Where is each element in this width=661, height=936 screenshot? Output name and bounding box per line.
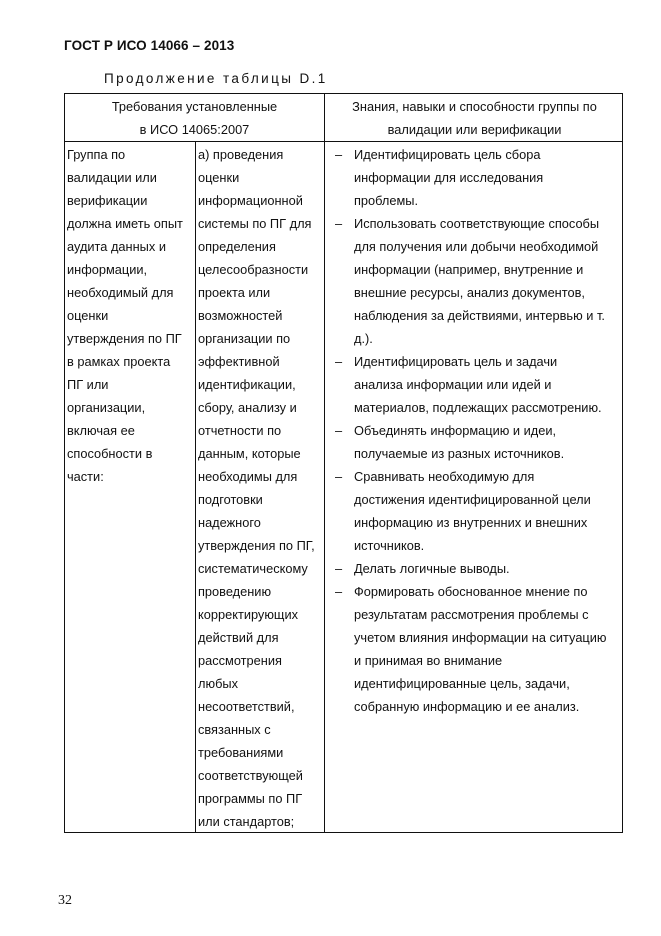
- cell-line: требованиями: [198, 745, 284, 760]
- list-item-continuation: материалов, подлежащих рассмотрению.: [354, 400, 602, 415]
- list-item-continuation: д.).: [354, 331, 373, 346]
- cell-line: проведению: [198, 584, 272, 599]
- list-item-continuation: учетом влияния информации на ситуацию: [354, 630, 607, 645]
- cell-line: организации,: [67, 400, 146, 415]
- requirement-group-cell: [67, 143, 194, 488]
- cell-line: действий для: [198, 630, 279, 645]
- list-item-continuation: внешние ресурсы, анализ документов,: [354, 285, 585, 300]
- list-item: [330, 465, 622, 488]
- list-item-continuation: собранную информацию и ее анализ.: [354, 699, 580, 714]
- requirements-table: [64, 93, 623, 833]
- cell-line: целесообразности: [198, 262, 309, 277]
- header-divider: [65, 141, 622, 142]
- cell-line: рассмотрения: [198, 653, 282, 668]
- list-item-continuation: достижения идентифицированной цели: [354, 492, 591, 507]
- knowledge-list-cell: [330, 143, 622, 718]
- header-requirements: [65, 94, 324, 141]
- dash-bullet: –: [335, 216, 343, 231]
- document-header: ГОСТ Р ИСО 14066 – 2013: [64, 38, 235, 53]
- column-divider-sub: [195, 141, 196, 832]
- cell-line: сбору, анализу и: [198, 400, 297, 415]
- cell-line: соответствующей: [198, 768, 303, 783]
- table-caption: Продолжение таблицы D.1: [104, 71, 328, 86]
- list-item-text: Идентифицировать цель сбора: [354, 147, 541, 162]
- list-item-continuation: результатам рассмотрения проблемы с: [354, 607, 589, 622]
- list-item-continuation: идентифицированные цель, задачи,: [354, 676, 570, 691]
- list-item: [330, 212, 622, 235]
- cell-line: отчетности по: [198, 423, 282, 438]
- dash-bullet: –: [335, 584, 343, 599]
- cell-line: данным, которые: [198, 446, 301, 461]
- list-item: [330, 143, 622, 166]
- requirement-item-cell: [198, 143, 322, 833]
- column-divider-main: [324, 94, 325, 832]
- cell-line: или стандартов;: [198, 814, 295, 829]
- list-item-continuation: источников.: [354, 538, 425, 553]
- cell-line: информации,: [67, 262, 148, 277]
- cell-line: способности в: [67, 446, 153, 461]
- cell-line: системы по ПГ для: [198, 216, 312, 231]
- list-item-continuation: анализа информации или идей и: [354, 377, 552, 392]
- cell-line: корректирующих: [198, 607, 299, 622]
- cell-line: любых: [198, 676, 238, 691]
- list-item-continuation: информацию из внутренних и внешних: [354, 515, 588, 530]
- dash-bullet: –: [335, 423, 343, 438]
- dash-bullet: –: [335, 561, 343, 576]
- list-item-text: Использовать соответствующие способы: [354, 216, 600, 231]
- list-item-continuation: для получения или добычи необходимой: [354, 239, 599, 254]
- cell-line: оценки: [67, 308, 109, 323]
- cell-line: организации по: [198, 331, 291, 346]
- list-item-continuation: получаемые из разных источников.: [354, 446, 565, 461]
- cell-line: идентификации,: [198, 377, 296, 392]
- list-item: [330, 580, 622, 603]
- cell-line: надежного: [198, 515, 261, 530]
- header-knowledge-line: Знания, навыки и способности группы по: [352, 99, 597, 114]
- list-item-text: Делать логичные выводы.: [354, 561, 510, 576]
- cell-line: систематическому: [198, 561, 308, 576]
- header-requirements-line: Требования установленные: [111, 99, 278, 114]
- cell-line: возможностей: [198, 308, 283, 323]
- cell-line: части:: [67, 469, 104, 484]
- cell-line: включая ее: [67, 423, 135, 438]
- cell-line: подготовки: [198, 492, 263, 507]
- cell-line: должна иметь опыт: [67, 216, 183, 231]
- list-item-text: Объединять информацию и идеи,: [354, 423, 557, 438]
- cell-line: необходимый для: [67, 285, 174, 300]
- dash-bullet: –: [335, 147, 343, 162]
- dash-bullet: –: [335, 469, 343, 484]
- header-knowledge-line: валидации или верификации: [387, 122, 562, 137]
- list-item-continuation: информации для исследования: [354, 170, 544, 185]
- cell-line: оценки: [198, 170, 240, 185]
- cell-line: верификации: [67, 193, 148, 208]
- cell-line: Группа по: [67, 147, 126, 162]
- cell-line: в рамках проекта: [67, 354, 171, 369]
- cell-line: проекта или: [198, 285, 271, 300]
- list-item-text: Сравнивать необходимую для: [354, 469, 535, 484]
- list-item-text: Идентифицировать цель и задачи: [354, 354, 558, 369]
- page-number: 32: [58, 893, 72, 908]
- cell-line: информационной: [198, 193, 303, 208]
- header-requirements-line: в ИСО 14065:2007: [139, 122, 250, 137]
- cell-line: связанных с: [198, 722, 271, 737]
- list-item: [330, 419, 622, 442]
- cell-line: ПГ или: [67, 377, 109, 392]
- header-knowledge: [325, 94, 624, 141]
- cell-line: а) проведения: [198, 147, 284, 162]
- cell-line: несоответствий,: [198, 699, 295, 714]
- cell-line: аудита данных и: [67, 239, 166, 254]
- list-item-text: Формировать обоснованное мнение по: [354, 584, 588, 599]
- cell-line: утверждения по ПГ: [67, 331, 182, 346]
- cell-line: программы по ПГ: [198, 791, 303, 806]
- cell-line: необходимы для: [198, 469, 298, 484]
- list-item-continuation: информации (например, внутренние и: [354, 262, 584, 277]
- list-item-continuation: и принимая во внимание: [354, 653, 503, 668]
- cell-line: определения: [198, 239, 276, 254]
- cell-line: эффективной: [198, 354, 280, 369]
- list-item-continuation: проблемы.: [354, 193, 419, 208]
- cell-line: утверждения по ПГ,: [198, 538, 315, 553]
- cell-line: валидации или: [67, 170, 157, 185]
- list-item: [330, 350, 622, 373]
- dash-bullet: –: [335, 354, 343, 369]
- list-item: [330, 557, 622, 580]
- list-item-continuation: наблюдения за действиями, интервью и т.: [354, 308, 605, 323]
